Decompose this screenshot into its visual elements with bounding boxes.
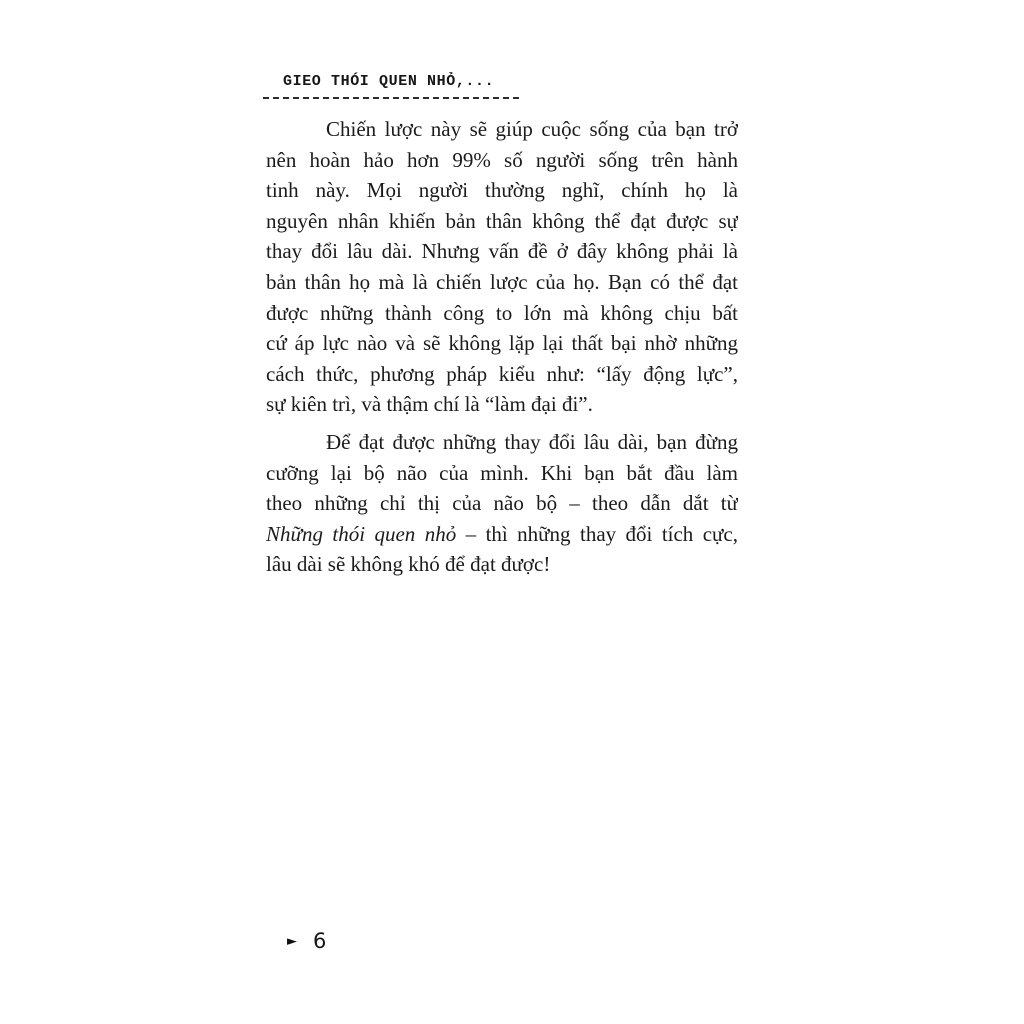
text-segment: – thì những thay đổi tích cực, xyxy=(456,521,738,546)
page-marker-triangle-icon: ► xyxy=(287,934,297,949)
text-segment: lâu dài sẽ không khó để đạt được! xyxy=(266,552,551,577)
text-line xyxy=(266,427,738,458)
page-footer xyxy=(287,931,326,952)
text-line xyxy=(266,298,738,329)
text-segment: bản thân họ mà là chiến lược của họ. Bạn có thể đạt xyxy=(266,269,738,294)
text-line xyxy=(266,206,738,237)
text-line xyxy=(266,488,738,519)
page-number: 6 xyxy=(313,929,327,953)
text-segment: cứ áp lực nào và sẽ không lặp lại thất bại nhờ những xyxy=(266,331,738,356)
text-line xyxy=(266,328,738,359)
text-line xyxy=(266,389,738,420)
paragraph xyxy=(266,427,738,580)
text-segment: theo những chỉ thị của não bộ – theo dẫn dắt từ xyxy=(266,491,738,516)
text-line xyxy=(266,114,738,145)
text-segment: cưỡng lại bộ não của mình. Khi bạn bắt đầu làm xyxy=(266,460,738,485)
text-segment: được những thành công to lớn mà không chịu bất xyxy=(266,300,738,325)
header-dashed-rule xyxy=(263,97,519,99)
paragraph xyxy=(266,114,738,420)
text-line xyxy=(266,175,738,206)
text-segment: tinh này. Mọi người thường nghĩ, chính họ là xyxy=(266,178,738,203)
running-header-title: GIEO THÓI QUEN NHỎ,... xyxy=(283,73,495,90)
text-line xyxy=(266,236,738,267)
text-segment: thay đổi lâu dài. Nhưng vấn đề ở đây không phải là xyxy=(266,239,738,264)
text-segment: cách thức, phương pháp kiểu như: “lấy động lực”, xyxy=(266,361,738,386)
text-segment: nên hoàn hảo hơn 99% số người sống trên hành xyxy=(266,147,738,172)
text-line xyxy=(266,549,738,580)
text-line xyxy=(266,267,738,298)
text-segment: nguyên nhân khiến bản thân không thể đạt được sự xyxy=(266,208,738,233)
text-block xyxy=(266,114,738,587)
text-segment: sự kiên trì, và thậm chí là “làm đại đi”. xyxy=(266,392,593,417)
text-segment: Để đạt được những thay đổi lâu dài, bạn đừng xyxy=(326,429,738,454)
text-segment: Chiến lược này sẽ giúp cuộc sống của bạn trở xyxy=(326,117,738,141)
text-line xyxy=(266,359,738,390)
text-line xyxy=(266,458,738,489)
text-line xyxy=(266,519,738,550)
text-line xyxy=(266,145,738,176)
book-title-italic: Những thói quen nhỏ xyxy=(266,521,457,546)
